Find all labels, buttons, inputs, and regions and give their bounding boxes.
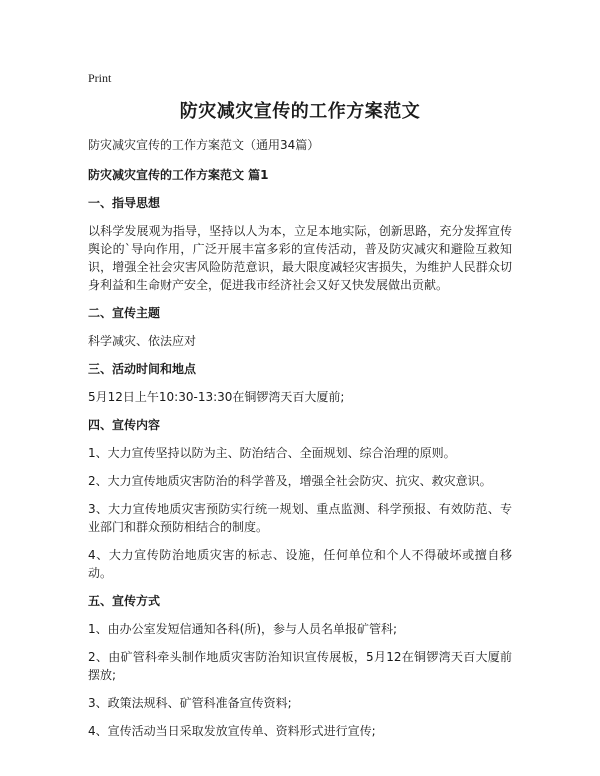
section-methods bbox=[88, 592, 512, 740]
section-paragraph: 4、大力宣传防治地质灾害的标志、设施，任何单位和个人不得破坏或擅自移动。 bbox=[88, 548, 512, 580]
section-paragraph: 1、由办公室发短信通知各科(所)，参与人员名单报矿管科; bbox=[88, 622, 398, 636]
document-subtitle: 防灾减灾宣传的工作方案范文（通用34篇） bbox=[88, 138, 320, 152]
section-heading: 四、宣传内容 bbox=[88, 418, 161, 432]
section-heading: 三、活动时间和地点 bbox=[88, 362, 197, 376]
section-paragraph: 4、宣传活动当日采取发放宣传单、资料形式进行宣传; bbox=[88, 724, 376, 738]
part-title: 防灾减灾宣传的工作方案范文 篇1 bbox=[88, 168, 269, 182]
section-paragraph: 3、政策法规科、矿管科准备宣传资料; bbox=[88, 696, 292, 710]
section-paragraph: 2、由矿管科牵头制作地质灾害防治知识宣传展板，5月12在铜锣湾天百大厦前摆放; bbox=[88, 650, 512, 682]
section-paragraph: 3、大力宣传地质灾害预防实行统一规划、重点监测、科学预报、有效防范、专业部门和群众预防相结合的制度。 bbox=[88, 502, 512, 534]
section-theme bbox=[88, 304, 512, 350]
section-heading: 一、指导思想 bbox=[88, 196, 161, 210]
section-paragraph: 2、大力宣传地质灾害防治的科学普及，增强全社会防灾、抗灾、救灾意识。 bbox=[88, 474, 492, 488]
section-paragraph: 以科学发展观为指导，坚持以人为本，立足本地实际，创新思路，充分发挥宣传舆论的`导向作用，广泛开展丰富多彩的宣传活动，普及防灾减灾和避险互救知识，增强全社会灾害风险防范意识，最大限度减轻灾害损失，为维护人民群众切身利益和生命财产安全，促进我市经济社会又好又快发展做出贡献。 bbox=[88, 224, 512, 292]
section-heading: 五、宣传方式 bbox=[88, 594, 161, 608]
section-guiding-ideology bbox=[88, 194, 512, 294]
section-paragraph: 1、大力宣传坚持以防为主、防治结合、全面规划、综合治理的原则。 bbox=[88, 446, 456, 460]
section-heading: 二、宣传主题 bbox=[88, 306, 161, 320]
section-paragraph: 科学减灾、依法应对 bbox=[88, 334, 197, 348]
section-content bbox=[88, 416, 512, 582]
section-paragraph: 5月12日上午10:30-13:30在铜锣湾天百大厦前; bbox=[88, 390, 345, 404]
section-time-place bbox=[88, 360, 512, 406]
print-label: Print bbox=[88, 71, 112, 85]
document-title: 防灾减灾宣传的工作方案范文 bbox=[179, 101, 421, 122]
